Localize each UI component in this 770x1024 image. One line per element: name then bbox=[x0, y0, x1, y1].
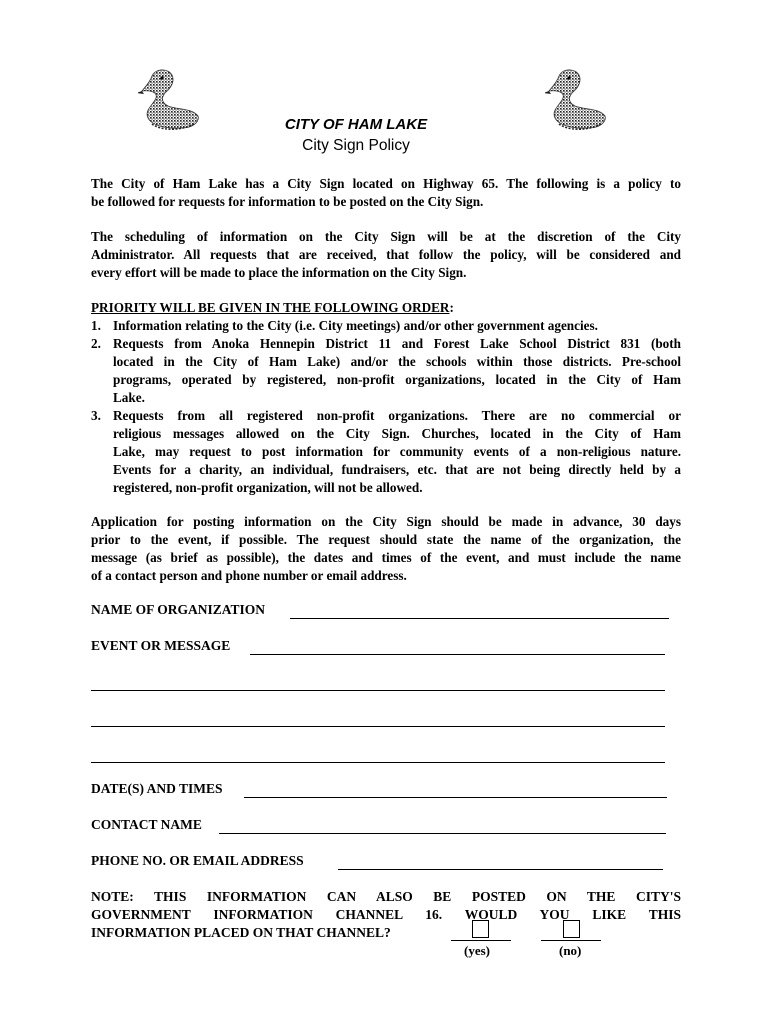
event-label: EVENT OR MESSAGE bbox=[91, 638, 231, 653]
organization-input[interactable] bbox=[290, 602, 669, 619]
application-line: prior to the event, if possible. The request should state the name of the organization, the bbox=[91, 532, 681, 547]
list-item-line: Lake. bbox=[113, 390, 145, 405]
intro-paragraph bbox=[91, 175, 681, 211]
phone-label: PHONE NO. OR EMAIL ADDRESS bbox=[91, 853, 304, 868]
document-title: CITY OF HAM LAKE bbox=[284, 116, 428, 133]
list-item-line: located in the City of Ham Lake) and/or the schools within those districts. Pre-school bbox=[113, 354, 681, 369]
list-item-line: registered, non-profit organization, will not be allowed. bbox=[113, 480, 423, 495]
list-item-line: Events for a charity, an individual, fundraisers, etc. that are not being directly held by a bbox=[113, 462, 681, 477]
event-input[interactable] bbox=[250, 638, 665, 655]
phone-input[interactable] bbox=[338, 853, 663, 870]
event-input-line-3[interactable] bbox=[91, 710, 665, 727]
list-item-line: Information relating to the City (i.e. City meetings) and/or other government agencies. bbox=[113, 318, 598, 333]
scheduling-line: The scheduling of information on the City Sign will be at the discretion of the City bbox=[91, 229, 681, 244]
dates-input[interactable] bbox=[244, 781, 667, 798]
priority-heading: PRIORITY WILL BE GIVEN IN THE FOLLOWING ORDER bbox=[91, 300, 450, 315]
application-line: message (as brief as possible), the dates and times of the event, and must include the name bbox=[91, 550, 681, 565]
list-item-number: 3. bbox=[91, 408, 101, 423]
dates-label: DATE(S) AND TIMES bbox=[91, 781, 223, 796]
contact-label: CONTACT NAME bbox=[91, 817, 202, 832]
scheduling-paragraph bbox=[91, 228, 681, 282]
yes-checkbox[interactable] bbox=[472, 920, 489, 938]
event-input-line-4[interactable] bbox=[91, 746, 665, 763]
priority-section bbox=[91, 299, 681, 497]
scheduling-line: Administrator. All requests that are received, that follow the policy, will be considered and bbox=[91, 247, 681, 262]
application-paragraph bbox=[91, 513, 681, 585]
document-subtitle: City Sign Policy bbox=[302, 137, 410, 154]
list-item bbox=[91, 407, 681, 497]
note-line: INFORMATION PLACED ON THAT CHANNEL? bbox=[91, 925, 391, 940]
intro-line: be followed for requests for information to be posted on the City Sign. bbox=[91, 194, 484, 209]
intro-line: The City of Ham Lake has a City Sign located on Highway 65. The following is a policy to bbox=[91, 176, 681, 191]
note-line: GOVERNMENT INFORMATION CHANNEL 16. WOULD YOU LIKE THIS bbox=[91, 907, 681, 922]
list-item-number: 1. bbox=[91, 318, 101, 333]
list-item bbox=[91, 317, 681, 335]
no-label: (no) bbox=[559, 943, 582, 958]
list-item bbox=[91, 335, 681, 407]
application-line: of a contact person and phone number or email address. bbox=[91, 568, 407, 583]
organization-label: NAME OF ORGANIZATION bbox=[91, 602, 266, 617]
list-item-line: programs, operated by registered, non-profit organizations, located in the City of Ham bbox=[113, 372, 681, 387]
no-checkbox[interactable] bbox=[563, 920, 580, 938]
priority-heading-colon: : bbox=[449, 300, 454, 315]
list-item-line: Lake, may request to post information for community events of a non-religious nature. bbox=[113, 444, 681, 459]
note-line: NOTE: THIS INFORMATION CAN ALSO BE POSTED ON THE CITY'S bbox=[91, 889, 681, 904]
list-item-line: religious messages allowed on the City Sign. Churches, located in the City of Ham bbox=[113, 426, 681, 441]
list-item-number: 2. bbox=[91, 336, 101, 351]
contact-input[interactable] bbox=[219, 817, 666, 834]
application-line: Application for posting information on the City Sign should be made in advance, 30 days bbox=[91, 514, 681, 529]
priority-heading-row bbox=[91, 299, 681, 317]
event-input-line-2[interactable] bbox=[91, 674, 665, 691]
list-item-line: Requests from all registered non-profit organizations. There are no commercial or bbox=[113, 408, 681, 423]
scheduling-line: every effort will be made to place the information on the City Sign. bbox=[91, 265, 467, 280]
list-item-line: Requests from Anoka Hennepin District 11 and Forest Lake School District 831 (both bbox=[113, 336, 681, 351]
yes-label: (yes) bbox=[464, 943, 490, 958]
